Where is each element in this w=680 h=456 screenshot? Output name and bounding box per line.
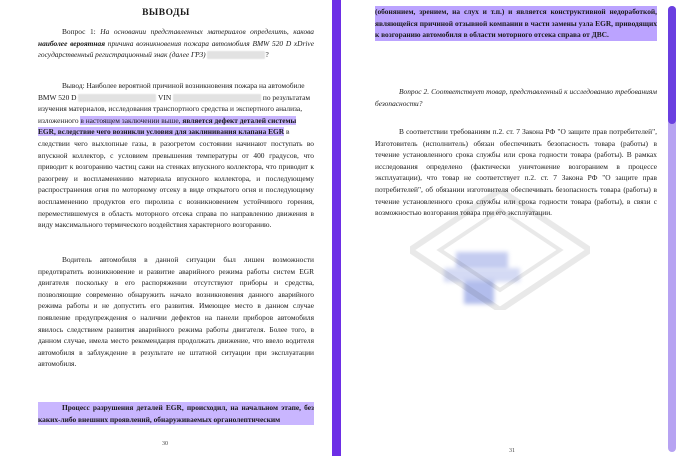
redacted-plate	[207, 51, 265, 59]
document-page-left	[0, 0, 332, 456]
paragraph-driver: Водитель автомобиля в данной ситуации был лишен возможности предотвратить возникновение и развитие аварийного режима работы систем EGR двигателя поскольку в его распоряжении отсутствуют приборы и средства, позволяющие современно обнаружить начало возникновения данного аварийного режима работы и не допустить его развития. Имеющее место в данном случае появление предупреждения о наличии дефектов на панели приборов автомобиля явилось следствием развития аварийного режима работы двигателя. Более того, в данном случае, имела место рекомендация продолжать движение, что ввело водителя автомобиля в заблуждение в результате не штатной ситуации при эксплуатации автомобиля.	[38, 255, 314, 369]
highlighted-continuation: (обонянием, зрением, на слух и т.п.) и является конструктивной недоработкой, являющейся причиной отзывной компании в части замены узла EGR, приводящих к возгоранию автомобиля в области моторного отсека справа от ДВС.	[375, 7, 657, 40]
page-divider	[332, 0, 341, 456]
page-number-left: 30	[162, 441, 168, 447]
redacted-vin	[173, 94, 261, 102]
redacted-plate-2	[78, 94, 156, 102]
answer-1: Вывод: Наиболее вероятной причиной возникновения пожара на автомобиле BMW 520 D VIN по результатам изучения материалов, исследования транспортного средства и экспертного анализа, изложенного в настоящем заключении выше, является дефект деталей системы EGR, вследствие чего возникли условия для заклинивания клапана EGR в следствии чего выхлопные газы, в разогретом состоянии начинают поступать во впускной коллектор, с условием превышения температуры от 400 градусов, что приводит к возгоранию частиц сажи на стенках впускного коллектора, что приводит к разогреву и воспламенению материала впускного коллектора, и последующему распространения огня по моторному отсеку в виде открытого огня и последующему воспламенению продуктов его пиролиза с возникновением устойчивого горения, переместившемуся в область моторного отсека справа по направлению движения в виду максимального термического воздействия характерного возгоранию.	[38, 81, 314, 230]
page-title: ВЫВОДЫ	[142, 8, 190, 18]
question-2: Вопрос 2. Соответствует товар, представленный к исследованию требованиям безопасности?	[375, 87, 657, 108]
question-1: Вопрос 1: На основании представленных материалов определить, какова наиболее вероятная причина возникновения пожара автомобиля BMW 520 D xDrive государственный регистрационный знак (далее ГРЗ) ?	[38, 27, 314, 60]
answer-2: В соответствии требованиям п.2. ст. 7 Закона РФ "О защите прав потребителей", Изготовитель (исполнитель) обязан обеспечивать безопасность товара (работы) в течение установленного срока службы или срока годности товара (работы). В рамках исследования определено (фактически уничтожение возгоранием в процессе эксплуатации), что товар не соответствует п.2. ст. 7 Закона РФ "О защите прав потребителей", об обязании изготовителя обеспечивать безопасность товара (работы) в течение установленного срока службы или срока годности товара (работы), в связи с возможностью возгорания товара при его эксплуатации.	[375, 127, 657, 218]
page-number-right: 31	[509, 448, 515, 454]
watermark-shape	[410, 190, 590, 310]
scrollbar-thumb[interactable]	[668, 6, 676, 124]
highlighted-conclusion: Процесс разрушения деталей EGR, происходил, на начальном этапе, без каких-либо внешних проявлений, обнаруживаемых органолептическим	[38, 403, 314, 424]
